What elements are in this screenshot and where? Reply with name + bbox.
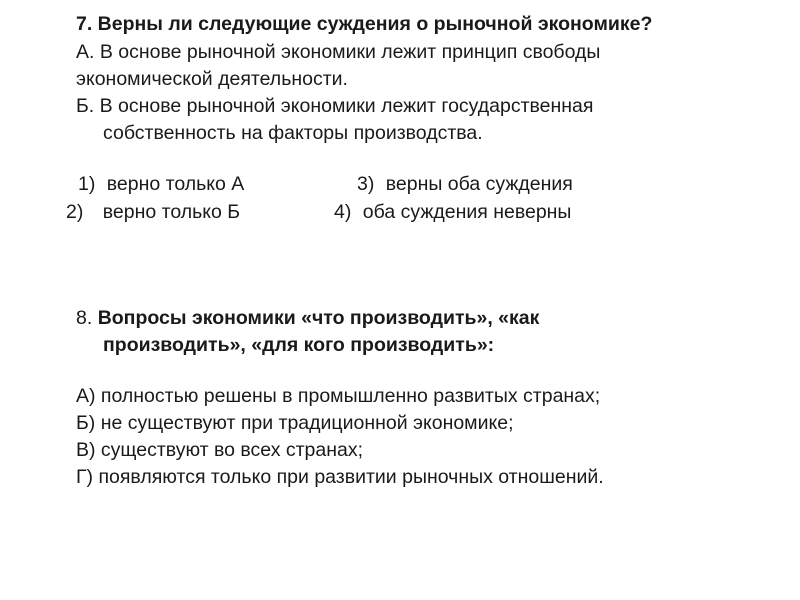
q7-statement-b-line2: собственность на факторы производства.: [103, 122, 483, 144]
q7-option-4-text: оба суждения неверны: [362, 201, 572, 223]
q8-answer-a: А) полностью решены в промышленно развитых странах;: [76, 385, 601, 407]
q8-answer-b: Б) не существуют при традиционной экономике;: [76, 412, 514, 434]
q7-option-3: [357, 172, 573, 196]
q7-statement-b-line1: Б. В основе рыночной экономики лежит государственная: [76, 95, 594, 117]
q8-answer-c: В) существуют во всех странах;: [76, 439, 364, 461]
q7-option-3-number: 3): [357, 173, 375, 195]
q7-option-2-text: верно только Б: [102, 201, 241, 223]
q7-option-4-number: 4): [334, 201, 352, 223]
q7-option-1: [78, 172, 244, 196]
q7-option-4: [334, 200, 571, 224]
q7-option-2-number: 2): [66, 201, 84, 223]
q8-question-line2: производить», «для кого производить»:: [103, 334, 495, 356]
q8-number: 8.: [76, 307, 93, 329]
q7-option-1-text: верно только А: [106, 173, 245, 195]
q7-option-2: [66, 200, 240, 224]
q8-question-text: Вопросы экономики «что производить», «как: [97, 307, 540, 329]
q7-question: 7. Верны ли следующие суждения о рыночной экономике?: [76, 13, 653, 35]
q7-statement-a-line2: экономической деятельности.: [76, 68, 348, 90]
q7-statement-a-line1: А. В основе рыночной экономики лежит принцип свободы: [76, 41, 601, 63]
q8-question-line1: [76, 306, 539, 330]
q7-option-3-text: верны оба суждения: [385, 173, 573, 195]
q8-answer-d: Г) появляются только при развитии рыночных отношений.: [76, 466, 604, 488]
q7-option-1-number: 1): [78, 173, 96, 195]
